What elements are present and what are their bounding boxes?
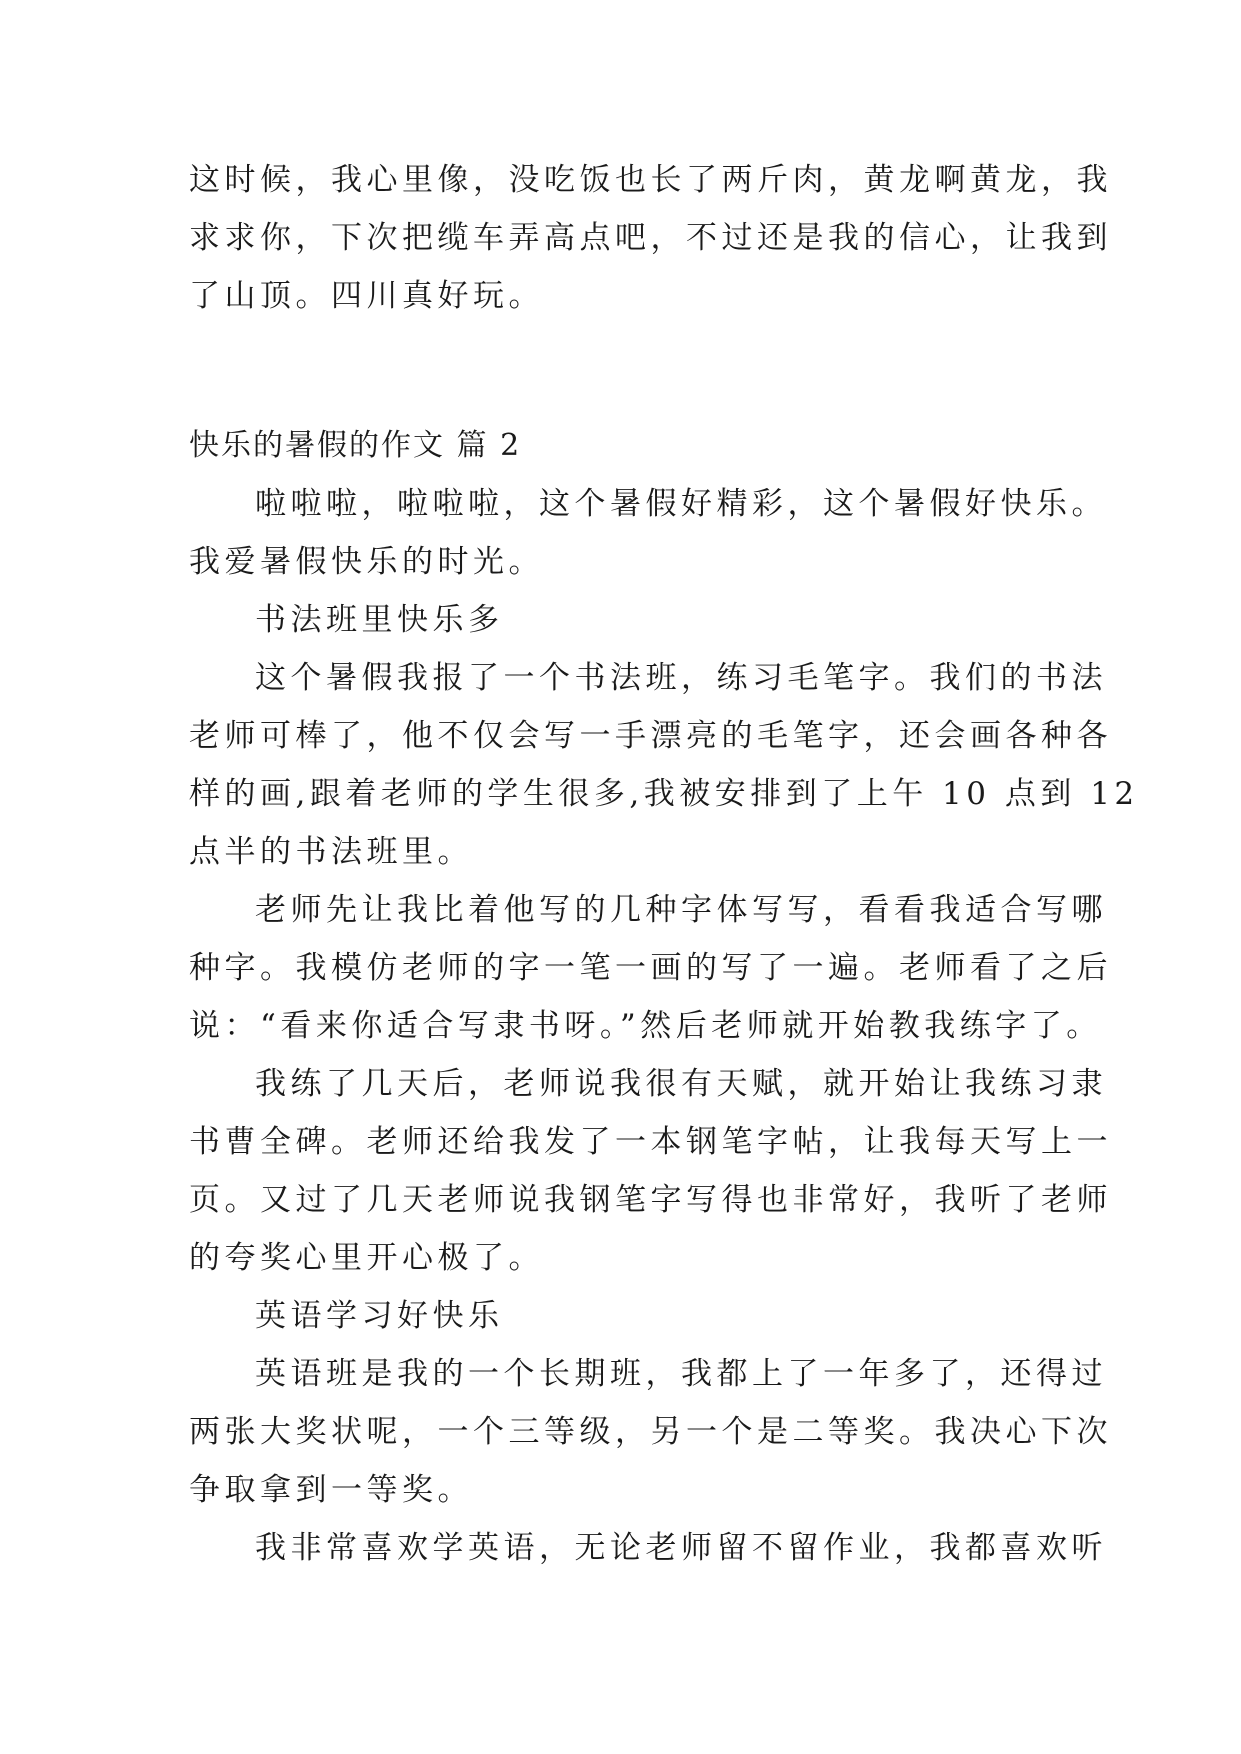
text-line: 这个暑假我报了一个书法班，练习毛笔字。我们的书法 (255, 660, 1107, 696)
text-line: 我非常喜欢学英语，无论老师留不留作业，我都喜欢听 (255, 1530, 1107, 1566)
text-line: 两张大奖状呢，一个三等级，另一个是二等奖。我决心下次 (189, 1414, 1112, 1450)
subheading: 英语学习好快乐 (255, 1298, 504, 1334)
text-line: 争取拿到一等奖。 (189, 1472, 473, 1508)
text-line: 求求你，下次把缆车弄高点吧，不过还是我的信心，让我到 (189, 220, 1112, 256)
text-line: 老师先让我比着他写的几种字体写写，看看我适合写哪 (255, 892, 1107, 928)
text-line: 页。又过了几天老师说我钢笔字写得也非常好，我听了老师 (189, 1182, 1112, 1218)
text-line: 点半的书法班里。 (189, 834, 473, 870)
text-line: 书曹全碑。老师还给我发了一本钢笔字帖，让我每天写上一 (189, 1124, 1112, 1160)
text-line: 的夸奖心里开心极了。 (189, 1240, 544, 1276)
text-line: 说：“看来你适合写隶书呀。”然后老师就开始教我练字了。 (189, 1008, 1102, 1044)
text-line: 种字。我模仿老师的字一笔一画的写了一遍。老师看了之后 (189, 950, 1112, 986)
text-line: 啦啦啦，啦啦啦，这个暑假好精彩，这个暑假好快乐。 (255, 486, 1107, 522)
text-line: 英语班是我的一个长期班，我都上了一年多了，还得过 (255, 1356, 1107, 1392)
subheading: 书法班里快乐多 (255, 602, 504, 638)
text-line: 这时候，我心里像，没吃饭也长了两斤肉，黄龙啊黄龙，我 (189, 162, 1112, 198)
text-line: 我爱暑假快乐的时光。 (189, 544, 544, 580)
document-body (189, 158, 1139, 1584)
section-heading: 快乐的暑假的作文 篇 2 (189, 428, 522, 463)
text-line: 了山顶。四川真好玩。 (189, 278, 544, 314)
paragraph-gap (189, 332, 1069, 424)
text-line: 我练了几天后，老师说我很有天赋，就开始让我练习隶 (255, 1066, 1107, 1102)
text-line: 老师可棒了，他不仅会写一手漂亮的毛笔字，还会画各种各 (189, 718, 1112, 754)
text-line: 样的画,跟着老师的学生很多,我被安排到了上午 10 点到 12 (189, 776, 1139, 812)
